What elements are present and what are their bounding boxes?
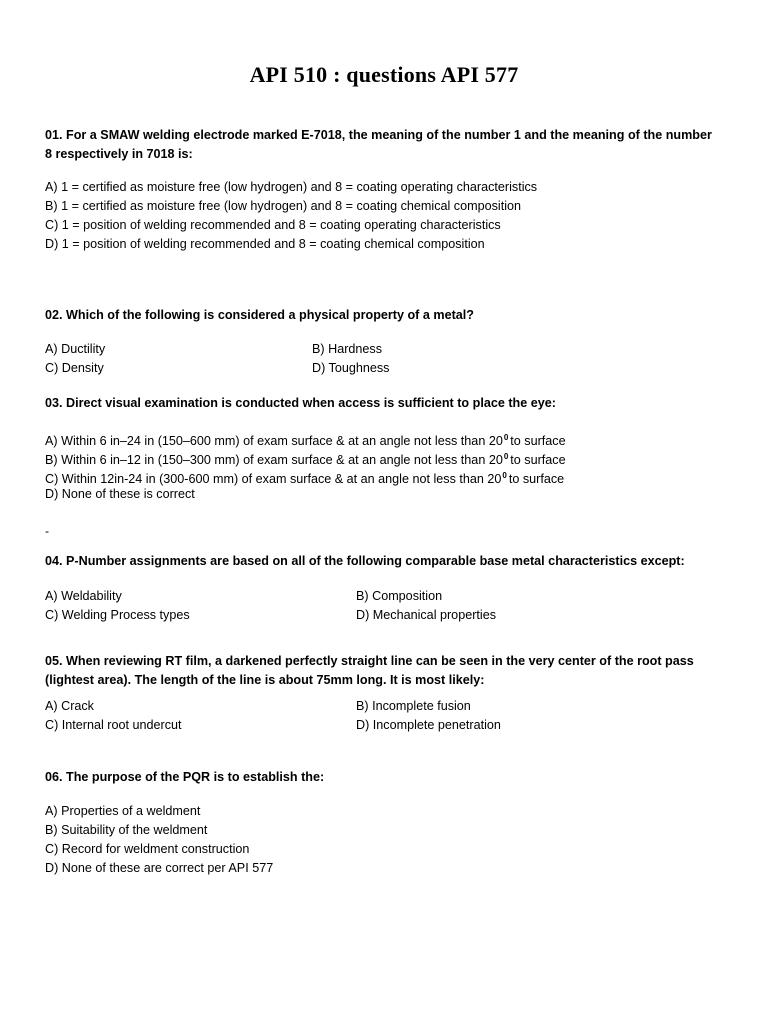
degree-mark: 0 (502, 471, 507, 480)
q1-option-c: C) 1 = position of welding recommended and 8 = coating operating characteristics (45, 218, 501, 232)
q3-option-c-suffix: to surface (508, 472, 565, 486)
q6-option-d: D) None of these are correct per API 577 (45, 861, 274, 875)
question-01: 01. For a SMAW welding electrode marked E-7018, the meaning of the number 1 and the meaning of the number 8 respectively in 7018 is: (45, 128, 712, 161)
q4-option-c: C) Welding Process types (45, 608, 190, 622)
q3-option-c-text: C) Within 12in-24 in (300-600 mm) of exam surface & at an angle not less than 20 (45, 472, 502, 486)
q5-option-b: B) Incomplete fusion (356, 699, 471, 713)
degree-mark: 0 (503, 452, 509, 461)
degree-mark: 0 (503, 433, 509, 442)
q1-option-d: D) 1 = position of welding recommended and 8 = coating chemical composition (45, 237, 485, 251)
q4-option-d: D) Mechanical properties (356, 608, 496, 622)
q3-option-b-suffix: to surface (510, 453, 566, 467)
q6-option-c: C) Record for weldment construction (45, 842, 250, 856)
question-05: 05. When reviewing RT film, a darkened perfectly straight line can be seen in the very center of the root pass (lightest area). The length of the line is about 75mm long. It is most likely: (45, 654, 694, 687)
q6-option-a: A) Properties of a weldment (45, 804, 201, 818)
question-04: 04. P-Number assignments are based on all of the following comparable base metal characteristics except: (45, 554, 685, 568)
question-03: 03. Direct visual examination is conducted when access is sufficient to place the eye: (45, 396, 556, 410)
q3-option-a-suffix: to surface (510, 434, 566, 448)
q5-option-c: C) Internal root undercut (45, 718, 182, 732)
question-06: 06. The purpose of the PQR is to establish the: (45, 770, 325, 784)
q3-option-d: D) None of these is correct (45, 487, 195, 501)
q5-option-a: A) Crack (45, 699, 94, 713)
q2-option-d: D) Toughness (312, 361, 390, 375)
q3-option-b-text: B) Within 6 in–12 in (150–300 mm) of exam surface & at an angle not less than 20 (45, 453, 503, 467)
q1-option-b: B) 1 = certified as moisture free (low hydrogen) and 8 = coating chemical composition (45, 199, 521, 213)
page-title: API 510 : questions API 577 (249, 62, 519, 87)
q3-option-a-text: A) Within 6 in–24 in (150–600 mm) of exam surface & at an angle not less than 20 (45, 434, 503, 448)
separator-dash: - (45, 524, 49, 538)
q6-option-b: B) Suitability of the weldment (45, 823, 208, 837)
q1-option-a: A) 1 = certified as moisture free (low hydrogen) and 8 = coating operating characteristics (45, 180, 538, 194)
q2-option-c: C) Density (45, 361, 104, 375)
question-02: 02. Which of the following is considered a physical property of a metal? (45, 308, 474, 322)
q2-option-b: B) Hardness (312, 342, 382, 356)
q2-option-a: A) Ductility (45, 342, 106, 356)
q4-option-b: B) Composition (356, 589, 443, 603)
q4-option-a: A) Weldability (45, 589, 122, 603)
q5-option-d: D) Incomplete penetration (356, 718, 501, 732)
